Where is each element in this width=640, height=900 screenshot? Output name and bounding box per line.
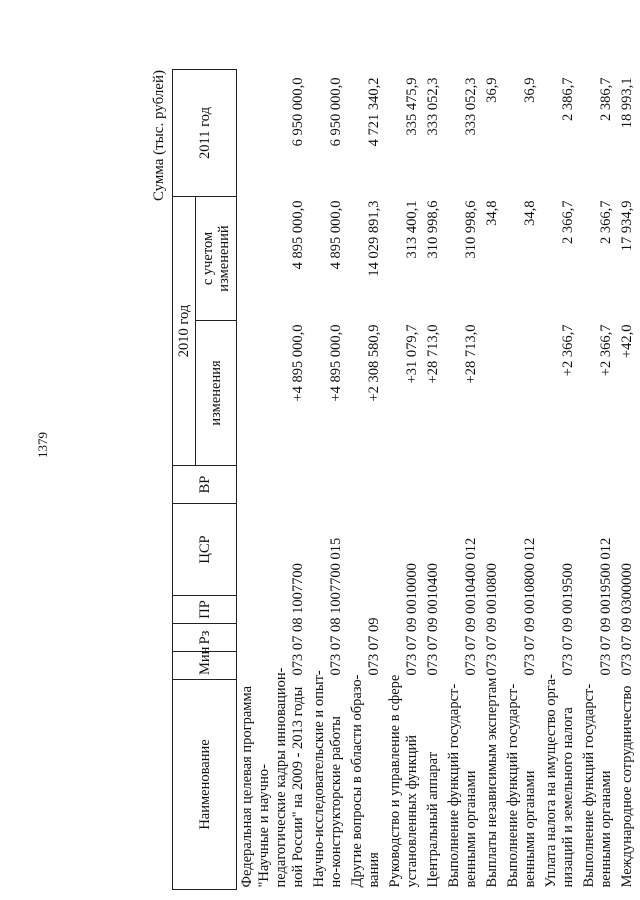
row-changes [484, 321, 501, 466]
page-number: 1379 [35, 432, 50, 458]
header-year-2011: 2011 год [173, 69, 237, 196]
row-with-changes: 14 029 891,3 [366, 200, 382, 277]
row-name-line: венными органами [463, 770, 479, 888]
row-with-changes: 34,8 [522, 200, 538, 226]
row-name-line: Другие вопросы в области образо- [349, 674, 365, 888]
row-filler [387, 69, 404, 679]
row-with-changes: 34,8 [484, 200, 500, 226]
row-code: 073 07 09 0010000 [404, 563, 420, 676]
table-row [484, 69, 501, 889]
row-name-line: Руководство и управление в сфере [387, 674, 403, 888]
row-filler [581, 69, 598, 679]
table-row [256, 69, 273, 889]
table-body [237, 69, 640, 889]
row-filler [446, 69, 463, 679]
row-with-changes: 17 934,9 [619, 200, 635, 252]
budget-table [172, 69, 640, 890]
row-code: 073 07 09 [366, 617, 382, 676]
row-name-line: Уплата налога на имущество орга- [543, 673, 559, 888]
row-name-line: венными органами [598, 770, 614, 888]
header-min: Мин [173, 652, 237, 680]
row-name-line: "Научные и научно- [256, 764, 272, 888]
row-name-line: Выполнение функций государст- [505, 683, 521, 888]
row-2011: 18 993,1 [619, 77, 635, 129]
row-filler [273, 69, 290, 679]
row-2011: 333 052,3 [425, 77, 441, 136]
row-2011: 335 475,9 [404, 77, 420, 136]
row-spacer-cell [636, 69, 640, 889]
table-row [404, 69, 421, 889]
table-row [311, 69, 328, 889]
row-with-changes: 2 366,7 [598, 200, 614, 244]
row-code: 073 07 09 0019500 [560, 563, 576, 676]
header-csr: ЦСР [173, 504, 237, 596]
row-code: 073 07 08 1007700 [290, 563, 306, 676]
table-row [387, 69, 404, 889]
row-2011: 36,9 [522, 77, 538, 103]
header-with-changes: с учетом изменений [196, 196, 237, 320]
table-row [446, 69, 463, 889]
row-name-line: Выполнение функций государст- [446, 683, 462, 888]
row-name-line: Выполнение функций государст- [581, 683, 597, 888]
table-row [328, 69, 345, 889]
row-name-line: Международное сотрудничество [619, 685, 635, 888]
row-changes: +4 895 000,0 [290, 324, 306, 402]
row-with-changes: 2 366,7 [560, 200, 576, 244]
row-filler [505, 69, 522, 679]
row-name-line: Центральный аппарат [425, 751, 441, 888]
row-changes: +2 366,7 [598, 324, 614, 377]
table-row [463, 69, 480, 889]
row-filler [543, 69, 560, 679]
table-row [505, 69, 522, 889]
row-code: 073 07 09 0010800 [484, 563, 500, 676]
row-filler [256, 69, 273, 679]
table-row [543, 69, 560, 889]
table-header [173, 69, 237, 889]
row-name-line: установленных функций [404, 735, 420, 888]
row-spacer [636, 69, 640, 889]
row-changes [522, 321, 539, 466]
row-name-line: ной России" на 2009 - 2013 годы [290, 686, 306, 888]
table-row [560, 69, 577, 889]
table-row [581, 69, 598, 889]
row-with-changes: 4 895 000,0 [290, 200, 306, 270]
unit-label: Сумма (тыс. рублей) [151, 70, 167, 202]
row-changes: +28 713,0 [425, 324, 441, 384]
row-name-line: но-конструкторские работы [328, 716, 344, 888]
row-changes: +2 308 580,9 [366, 324, 382, 402]
row-name-line: Научно-исследовательские и опыт- [311, 670, 327, 888]
row-filler [311, 69, 328, 679]
row-name-line: низаций и земельного налога [560, 707, 576, 888]
row-filler [349, 69, 366, 679]
table-row [237, 69, 257, 889]
row-code: 073 07 09 0010400 012 [463, 537, 479, 676]
row-changes: +28 713,0 [463, 324, 479, 384]
row-with-changes: 313 400,1 [404, 200, 420, 259]
header-vr: ВР [173, 466, 237, 504]
row-name-line: педагогические кадры инновацион- [273, 667, 289, 888]
table-row [290, 69, 307, 889]
table-row [522, 69, 539, 889]
table-row [273, 69, 290, 889]
row-changes: +31 079,7 [404, 324, 420, 384]
row-2011: 333 052,3 [463, 77, 479, 136]
header-year-2010: 2010 год [173, 196, 196, 465]
header-rz: Рз [173, 624, 237, 652]
table-row [619, 69, 636, 889]
table-row [598, 69, 615, 889]
row-name-line: венными органами [522, 770, 538, 888]
row-with-changes: 310 998,6 [425, 200, 441, 259]
table-row [349, 69, 366, 889]
row-2011: 6 950 000,0 [328, 77, 344, 147]
row-with-changes: 4 895 000,0 [328, 200, 344, 270]
table-row [366, 69, 383, 889]
row-name-line: Федеральная целевая программа [239, 686, 255, 888]
row-name-line: Выплаты независимым экспертам [484, 677, 500, 888]
row-filler [237, 69, 257, 679]
header-changes: изменения [196, 321, 237, 466]
row-changes: +2 366,7 [560, 324, 576, 377]
header-pr: ПР [173, 596, 237, 624]
rotated-page-content [150, 70, 640, 890]
row-code: 073 07 09 0010400 [425, 563, 441, 676]
row-changes: +42,0 [619, 324, 635, 359]
row-changes: +4 895 000,0 [328, 324, 344, 402]
row-2011: 6 950 000,0 [290, 77, 306, 147]
row-with-changes: 310 998,6 [463, 200, 479, 259]
row-code: 073 07 09 0010800 012 [522, 537, 538, 676]
row-2011: 2 386,7 [560, 77, 576, 121]
row-2011: 2 386,7 [598, 77, 614, 121]
row-2011: 4 721 340,2 [366, 77, 382, 147]
row-2011: 36,9 [484, 77, 500, 103]
header-name: Наименование [173, 680, 237, 890]
row-name-line: вания [366, 852, 382, 888]
row-code: 073 07 08 1007700 015 [328, 537, 344, 676]
row-code: 073 07 09 0300000 [619, 563, 635, 676]
table-row [425, 69, 442, 889]
row-code: 073 07 09 0019500 012 [598, 537, 614, 676]
